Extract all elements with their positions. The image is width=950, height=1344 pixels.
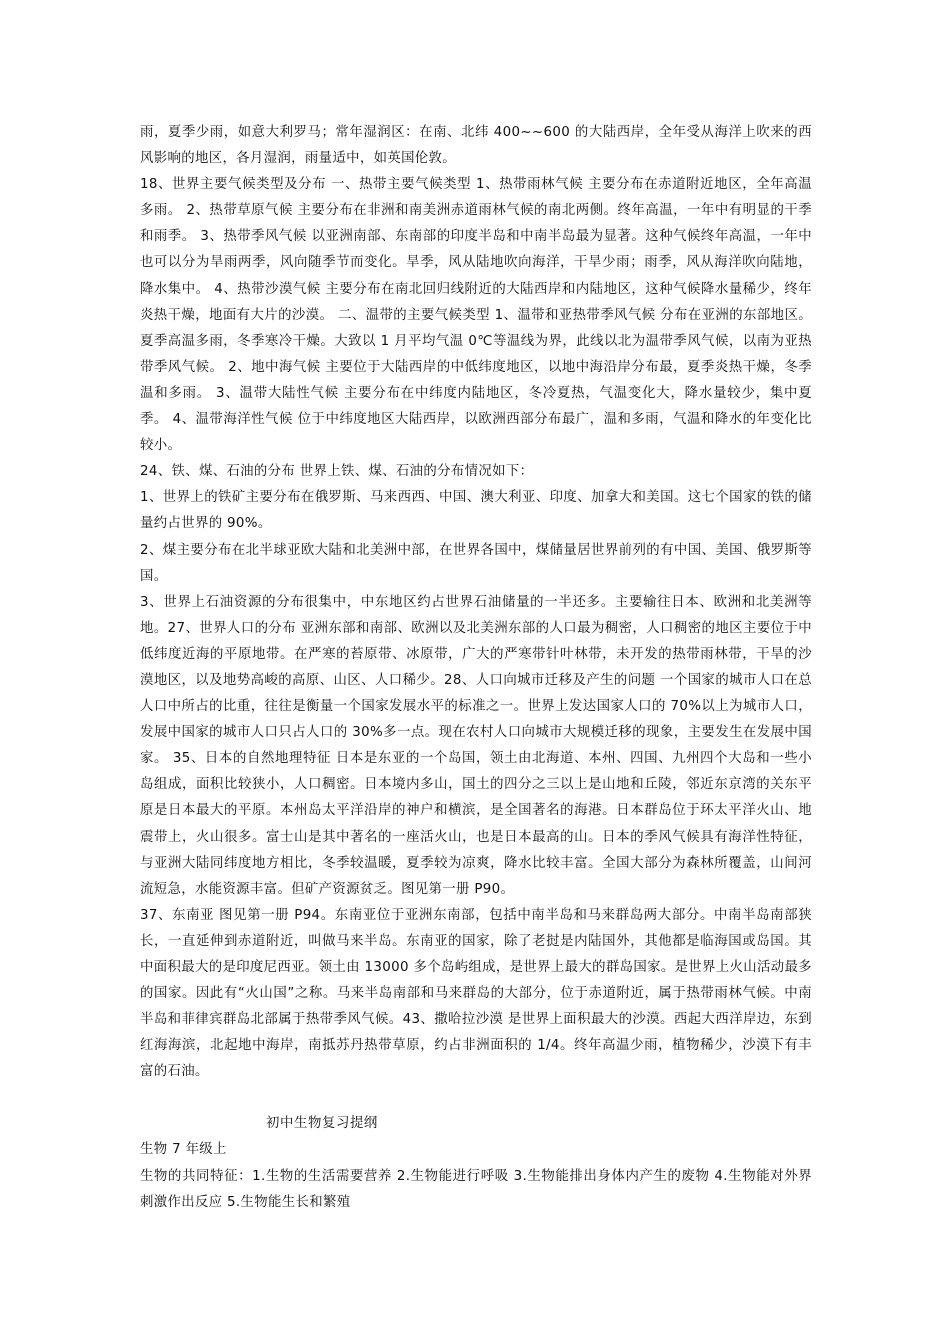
paragraph-southeast-asia-sahara: 37、东南亚 图见第一册 P94。东南亚位于亚洲东南部，包括中南半岛和马来群岛两大部分。中南半岛南部狭长，一直延伸到赤道附近，叫做马来半岛。东南亚的国家，除了老挝是内陆国外，其他都是临海国或岛国。其中面积最大的是印度尼西亚。领土由 13000 多个岛屿组成，是世界上最大的群岛国家。是世界上火山活动最多的国家。因此有“火山国”之称。马来半岛南部和马来群岛的大部分，位于赤道附近，属于热带雨林气候。中南半岛和菲律宾群岛北部属于热带季风气候。43、撒哈拉沙漠 是世界上面积最大的沙漠。西起大西洋岸边，东到红海海滨，北起地中海岸，南抵苏丹热带草原，约占非洲面积的 1/4。终年高温少雨，植物稀少，沙漠下有丰富的石油。 xyxy=(140,907,812,1080)
paragraph-oil-population-japan: 3、世界上石油资源的分布很集中，中东地区约占世界石油储量的一半还多。主要输往日本、欧洲和北美洲等地。27、世界人口的分布 亚洲东部和南部、欧洲以及北美洲东部的人口最为稠密，人口稠密的地区主要位于中低纬度近海的平原地带。在严寒的苔原带、冰原带，广大的严寒带针叶林带，未开发的热带雨林带，干旱的沙漠地区，以及地势高峻的高原、山区、人口稀少。28、人口向城市迁移及产生的问题 一个国家的城市人口在总人口中所占的比重，往往是衡量一个国家发展水平的标准之一。世界上发达国家人口的 70%以上为城市人口，发展中国家的城市人口只占人口的 30%多一点。现在农村人口向城市大规模迁移的现象，主要发生在发展中国家。 35、日本的自然地理特征 日本是东亚的一个岛国，领土由北海道、本州、四国、九州四个大岛和一些小岛组成，面积比较狭小，人口稠密。日本境内多山，国土的四分之三以上是山地和丘陵，邻近东京湾的关东平原是日本最大的平原。本州岛太平洋沿岸的神户和横滨，是全国著名的海港。日本群岛位于环太平洋火山、地震带上，火山很多。富士山是其中著名的一座活火山，也是日本最高的山。日本的季风气候具有海洋性特征，与亚洲大陆同纬度地方相比，冬季较温暖，夏季较为凉爽，降水比较丰富。全国大部分为森林所覆盖，山间河流短急，水能资源丰富。但矿产资源贫乏。图见第一册 P90。 xyxy=(140,594,812,897)
paragraph-world-climate-types: 18、世界主要气候类型及分布 一、热带主要气候类型 1、热带雨林气候 主要分布在赤道附近地区，全年高温多雨。 2、热带草原气候 主要分布在非洲和南美洲赤道雨林气候的南北两侧。终年高温，一年中有明显的干季和雨季。 3、热带季风气候 以亚洲南部、东南部的印度半岛和中南半岛最为显著。这种气候终年高温，一年中也可以分为旱雨两季，风向随季节而变化。旱季，风从陆地吹向海洋，干旱少雨；雨季，风从海洋吹向陆地，降水集中。 4、热带沙漠气候 主要分布在南北回归线附近的大陆西岸和内陆地区，这种气候降水量稀少，终年炎热干燥，地面有大片的沙漠。 二、温带的主要气候类型 1、温带和亚热带季风气候 分布在亚洲的东部地区。夏季高温多雨，冬季寒冷干燥。大致以 1 月平均气温 0℃等温线为界，此线以北为温带季风气候，以南为亚热带季风气候。 2、地中海气候 主要位于大陆西岸的中低纬度地区，以地中海沿岸分布最，夏季炎热干燥，冬季温和多雨。 3、温带大陆性气候 主要分布在中纬度内陆地区，冬冷夏热，气温变化大，降水量较少，集中夏季。 4、温带海洋性气候 位于中纬度地区大陆西岸，以欧洲西部分布最广，温和多雨，气温和降水的年变化比较小。 xyxy=(140,177,812,454)
paragraph-life-characteristics: 生物的共同特征：1.生物的生活需要营养 2.生物能进行呼吸 3.生物能排出身体内产生的废物 4.生物能对外界刺激作出反应 5.生物能生长和繁殖 xyxy=(140,1168,812,1210)
section-title: 初中生物复习提纲 xyxy=(266,1116,378,1132)
section-spacer xyxy=(140,1085,812,1111)
grade-heading: 生物 7 年级上 xyxy=(140,1142,227,1158)
paragraph-climate-zones-intro: 雨，夏季少雨，如意大利罗马；常年湿润区：在南、北纬 400~~600 的大陆西岸，全年受从海洋上吹来的西风影响的地区，各月湿润，雨量适中，如英国伦敦。 xyxy=(140,125,812,167)
paragraph-coal: 2、煤主要分布在北半球亚欧大陆和北美洲中部，在世界各国中，煤储量居世界前列的有中国、美国、俄罗斯等国。 xyxy=(140,542,812,584)
document-body xyxy=(140,120,812,1216)
paragraph-iron-ore: 1、世界上的铁矿主要分布在俄罗斯、马来西西、中国、澳大利亚、印度、加拿大和美国。这七个国家的铁的储量约占世界的 90%。 xyxy=(140,490,812,532)
paragraph-resources-heading: 24、铁、煤、石油的分布 世界上铁、煤、石油的分布情况如下： xyxy=(140,464,534,480)
